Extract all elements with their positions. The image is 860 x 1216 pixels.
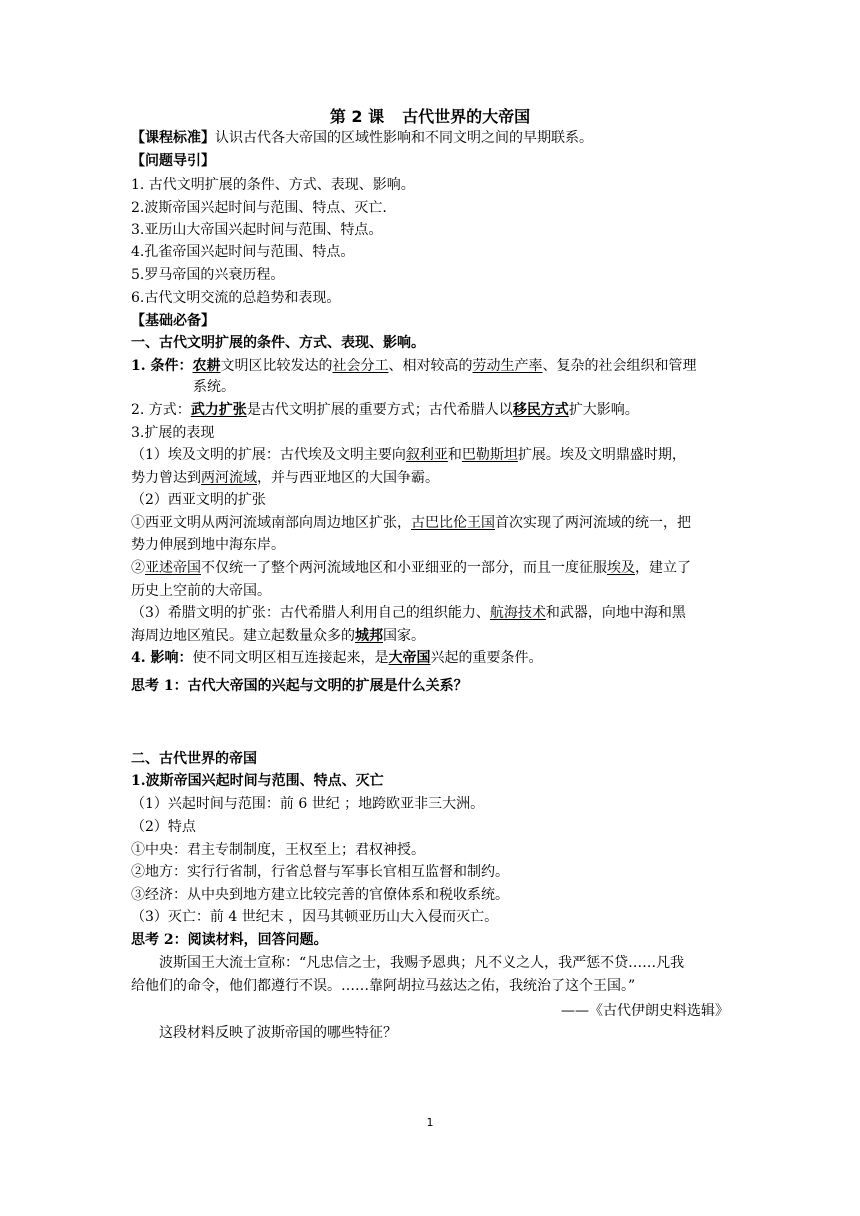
persia-rise: （1）兴起时间与范围：前 6 世纪 ；地跨欧亚非三大洲。 (131, 796, 485, 812)
think-question-2: 思考 2：阅读材料，回答问题。 (131, 932, 328, 948)
persia-feature-economy: ③经济：从中央到地方建立比较完善的官僚体系和税收系统。 (131, 887, 509, 903)
greece-text: 国家。 (383, 628, 425, 644)
section2-heading: 二、古代世界的帝国 (131, 751, 257, 767)
think-question-1: 思考 1：古代大帝国的兴起与文明的扩展是什么关系？ (131, 678, 468, 694)
keyword-great-empire: 大帝国 (388, 650, 431, 666)
westasia-text: 首次实现了两河流域的统一，把 (495, 515, 691, 531)
quote-line-1: 波斯国王大流士宣称：“凡忠信之士，我赐予恩典；凡不义之人，我严惩不贷……凡我 (159, 955, 685, 971)
egypt-text: ，并与西亚地区的大国争霸。 (257, 470, 439, 486)
keyword-armed-expansion: 武力扩张 (190, 402, 247, 418)
guide-item: 5.罗马帝国的兴衰历程。 (131, 267, 285, 283)
egypt-text: 扩展。埃及文明鼎盛时期， (517, 447, 686, 463)
guide-item: 6.古代文明交流的总趋势和表现。 (131, 290, 341, 306)
effect-text: 兴起的重要条件。 (430, 650, 543, 666)
way-text: 是古代文明扩展的重要方式；古代希腊人以 (246, 402, 513, 418)
westasia-text: ，建立了 (635, 560, 691, 576)
page-number: 1 (426, 1116, 434, 1129)
lesson-title (0, 104, 860, 127)
quote-source: ——《古代伊朗史料选辑》 (561, 1003, 729, 1019)
greece-text: 和武器，向地中海和黑 (545, 605, 686, 621)
condition-label: 1. 条件： (131, 358, 193, 374)
condition-text: 、复杂的社会组织和管理 (542, 358, 697, 374)
greece-text: （3）希腊文明的扩张：古代希腊人利用自己的组织能力、 (131, 605, 490, 621)
persia-subheading: 1.波斯帝国兴起时间与范围、特点、灭亡 (131, 773, 384, 789)
effect-line (131, 648, 731, 668)
egypt-text: 和 (447, 447, 462, 463)
persia-feature-central: ①中央：君主专制制度，王权至上；君权神授。 (131, 842, 425, 858)
greece-text: 海周边地区殖民。建立起数量众多的 (131, 628, 355, 644)
condition-line-cont: 系统。 (193, 379, 235, 395)
westasia-text: ①西亚文明从两河流域南部向周边地区扩张， (131, 515, 411, 531)
basics-tag: 【基础必备】 (131, 313, 215, 329)
condition-text: 文明区比较发达的 (220, 358, 333, 374)
westasia-text: ② (131, 560, 145, 576)
guide-item: 4.孔雀帝国兴起时间与范围、特点。 (131, 244, 355, 260)
egypt-line (131, 445, 731, 465)
westasia-line-2-cont: 历史上空前的大帝国。 (131, 583, 271, 599)
guide-item: 3.亚历山大帝国兴起时间与范围、特点。 (131, 222, 383, 238)
keyword-migration: 移民方式 (512, 402, 569, 418)
effect-text: 使不同文明区相互连接起来，是 (192, 650, 389, 666)
westasia-line-1-cont: 势力伸展到地中海东岸。 (131, 537, 285, 553)
way-text: 扩大影响。 (568, 402, 639, 418)
keyword-assyria: 亚述帝国 (145, 560, 201, 576)
way-line (131, 400, 731, 420)
keyword-egypt: 埃及 (607, 560, 635, 576)
expansion-show: 3.扩展的表现 (131, 425, 215, 441)
keyword-productivity: 劳动生产率 (472, 358, 543, 374)
condition-text: 、相对较高的 (388, 358, 473, 374)
westasia-line-1 (131, 513, 731, 533)
keyword-farming: 农耕 (192, 358, 221, 374)
course-standard (131, 128, 731, 148)
westasia-heading: （2）西亚文明的扩张 (131, 492, 266, 508)
egypt-text: （1）埃及文明的扩展：古代埃及文明主要向 (131, 447, 406, 463)
lesson-name: 古代世界的大帝国 (402, 107, 531, 126)
question-text: 这段材料反映了波斯帝国的哪些特征？ (159, 1025, 397, 1041)
guide-item: 2.波斯帝国兴起时间与范围、特点、灭亡. (131, 200, 387, 216)
keyword-division-of-labor: 社会分工 (332, 358, 389, 374)
course-standard-tag: 【课程标准】 (131, 130, 215, 146)
keyword-city-state: 城邦 (355, 628, 383, 644)
guide-item: 1. 古代文明扩展的条件、方式、表现、影响。 (131, 177, 415, 193)
keyword-palestine: 巴勒斯坦 (461, 447, 518, 463)
persia-features-heading: （2）特点 (131, 819, 196, 835)
question-guide-tag: 【问题导引】 (131, 153, 215, 169)
way-label: 2. 方式： (131, 402, 191, 418)
section1-heading: 一、古代文明扩展的条件、方式、表现、影响。 (131, 335, 425, 351)
keyword-babylon: 古巴比伦王国 (411, 515, 495, 531)
course-standard-text: 认识古代各大帝国的区域性影响和不同文明之间的早期联系。 (215, 130, 593, 146)
greece-line (131, 603, 731, 623)
westasia-text: 不仅统一了整个两河流域地区和小亚细亚的一部分，而且一度征服 (201, 560, 607, 576)
keyword-navigation: 航海技术 (489, 605, 546, 621)
persia-feature-local: ②地方：实行行省制，行省总督与军事长官相互监督和制约。 (131, 864, 509, 880)
keyword-syria: 叙利亚 (405, 447, 448, 463)
persia-fall: （3）灭亡：前 4 世纪末 ，因马其顿亚历山大入侵而灭亡。 (131, 909, 499, 925)
quote-line-2: 给他们的命令，他们都遵行不误。……靠阿胡拉马兹达之佑，我统治了这个王国。” (131, 978, 636, 994)
egypt-text: 势力曾达到 (131, 470, 201, 486)
egypt-line-cont (131, 468, 731, 488)
keyword-two-rivers: 两河流域 (201, 470, 257, 486)
effect-label: 4. 影响： (131, 650, 193, 666)
westasia-line-2 (131, 558, 731, 578)
condition-line (131, 356, 731, 376)
lesson-number: 第 2 课 (329, 107, 385, 126)
greece-line-cont (131, 626, 731, 646)
